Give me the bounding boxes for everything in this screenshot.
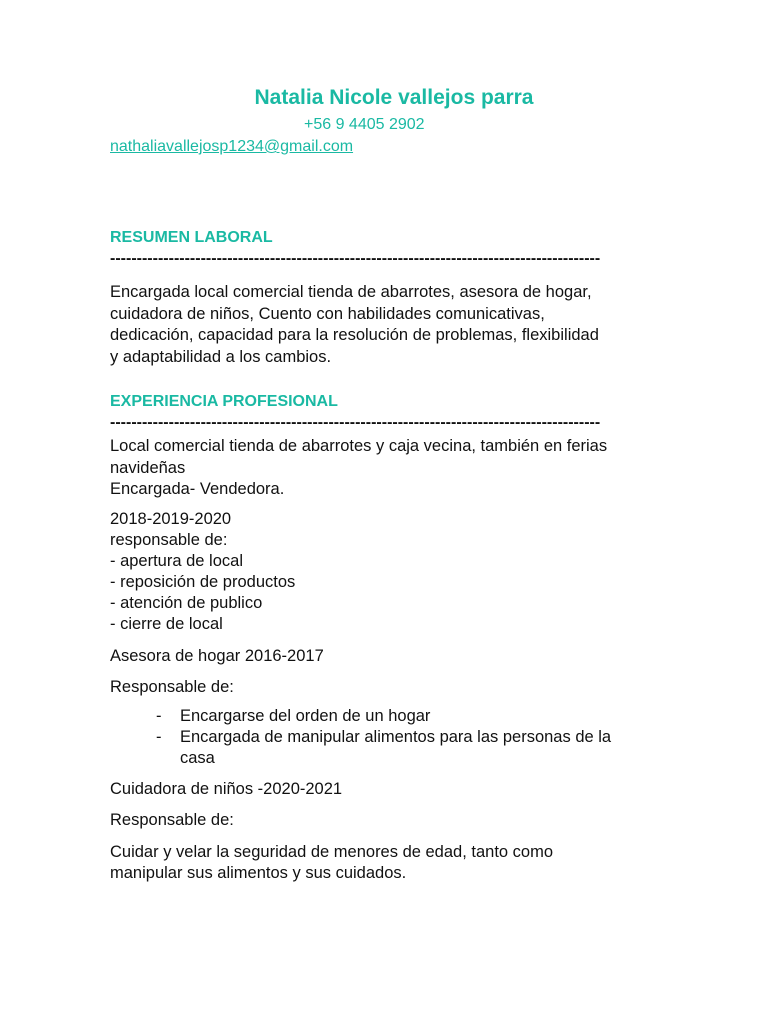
job1-line: navideñas <box>110 458 186 477</box>
job1-duty: - atención de publico <box>110 594 263 612</box>
bullet-marker: - <box>156 707 162 725</box>
summary-heading: RESUMEN LABORAL <box>110 229 273 246</box>
job1-duty: - reposición de productos <box>110 573 296 591</box>
bullet-marker: - <box>156 728 162 746</box>
job1-line: Local comercial tienda de abarrotes y caja vecina, también en ferias <box>110 437 608 455</box>
candidate-name: Natalia Nicole vallejos parra <box>254 86 534 109</box>
job1-years: 2018-2019-2020 <box>110 510 232 528</box>
experience-heading: EXPERIENCIA PROFESIONAL <box>110 393 338 410</box>
job1-role: Encargada- Vendedora. <box>110 480 285 498</box>
phone-number: +56 9 4405 2902 <box>304 116 425 133</box>
job3-responsible-label: Responsable de: <box>110 811 234 829</box>
summary-line: Encargada local comercial tienda de abarrotes, asesora de hogar, <box>110 283 592 301</box>
experience-divider: -------------------------------------------------------------------------------------------- <box>110 414 601 431</box>
email-link[interactable]: nathaliavallejosp1234@gmail.com <box>110 138 354 155</box>
job1-duty: - cierre de local <box>110 615 223 633</box>
job2-duty-continuation: casa <box>180 749 215 767</box>
job3-title: Cuidadora de niños -2020-2021 <box>110 780 343 798</box>
job2-duty: Encargada de manipular alimentos para las personas de la <box>180 728 612 746</box>
job3-line: manipular sus alimentos y sus cuidados. <box>110 864 407 882</box>
job2-duty: Encargarse del orden de un hogar <box>180 707 431 725</box>
summary-divider: -------------------------------------------------------------------------------------------- <box>110 250 601 267</box>
job2-title: Asesora de hogar 2016-2017 <box>110 647 324 665</box>
summary-line: dedicación, capacidad para la resolución de problemas, flexibilidad <box>110 326 599 344</box>
summary-line: y adaptabilidad a los cambios. <box>110 347 332 366</box>
job1-responsible-label: responsable de: <box>110 531 228 549</box>
summary-line: cuidadora de niños, Cuento con habilidades comunicativas, <box>110 304 545 323</box>
job2-responsible-label: Responsable de: <box>110 678 234 696</box>
job1-duty: - apertura de local <box>110 552 243 570</box>
job3-line: Cuidar y velar la seguridad de menores de edad, tanto como <box>110 843 554 861</box>
